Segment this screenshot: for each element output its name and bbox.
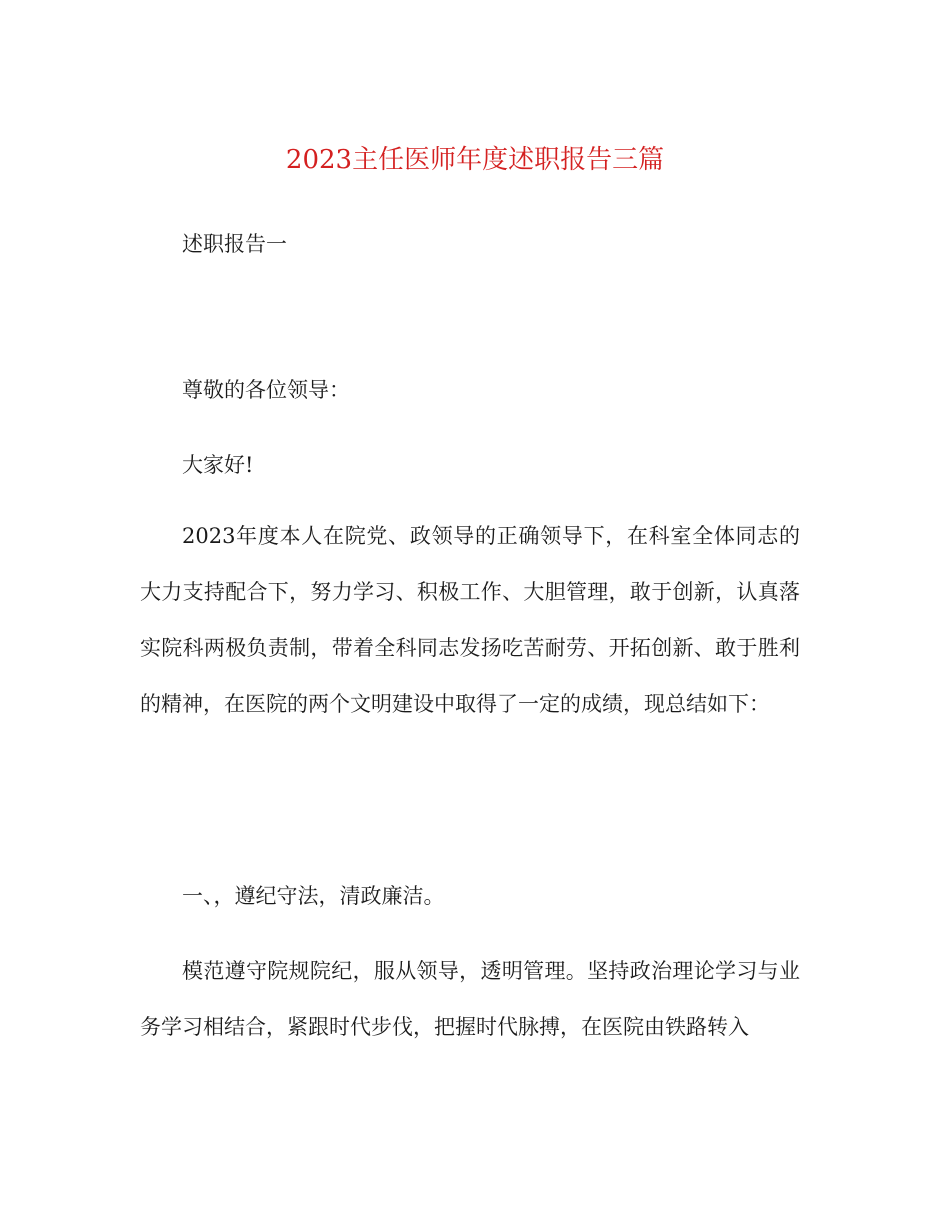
point-one-heading: 一、，遵纪守法，清政廉洁。 (182, 884, 445, 908)
intro-paragraph: 2023年度本人在院党、政领导的正确领导下，在科室全体同志的大力支持配合下，努力学习、积极工作、大胆管理，敢于创新，认真落实院科两极负责制，带着全科同志发扬吃苦耐劳、开拓创新、敢于胜利的精神，在医院的两个文明建设中取得了一定的成绩，现总结如下： (140, 524, 800, 716)
document-title: 2023主任医师年度述职报告三篇 (285, 145, 665, 175)
salutation: 尊敬的各位领导： (182, 378, 350, 402)
greeting: 大家好! (182, 453, 254, 477)
section-heading: 述职报告一 (182, 232, 287, 256)
point-one-body: 模范遵守院规院纪，服从领导，透明管理。坚持政治理论学习与业务学习相结合，紧跟时代步伐，把握时代脉搏，在医院由铁路转入 (140, 959, 800, 1039)
